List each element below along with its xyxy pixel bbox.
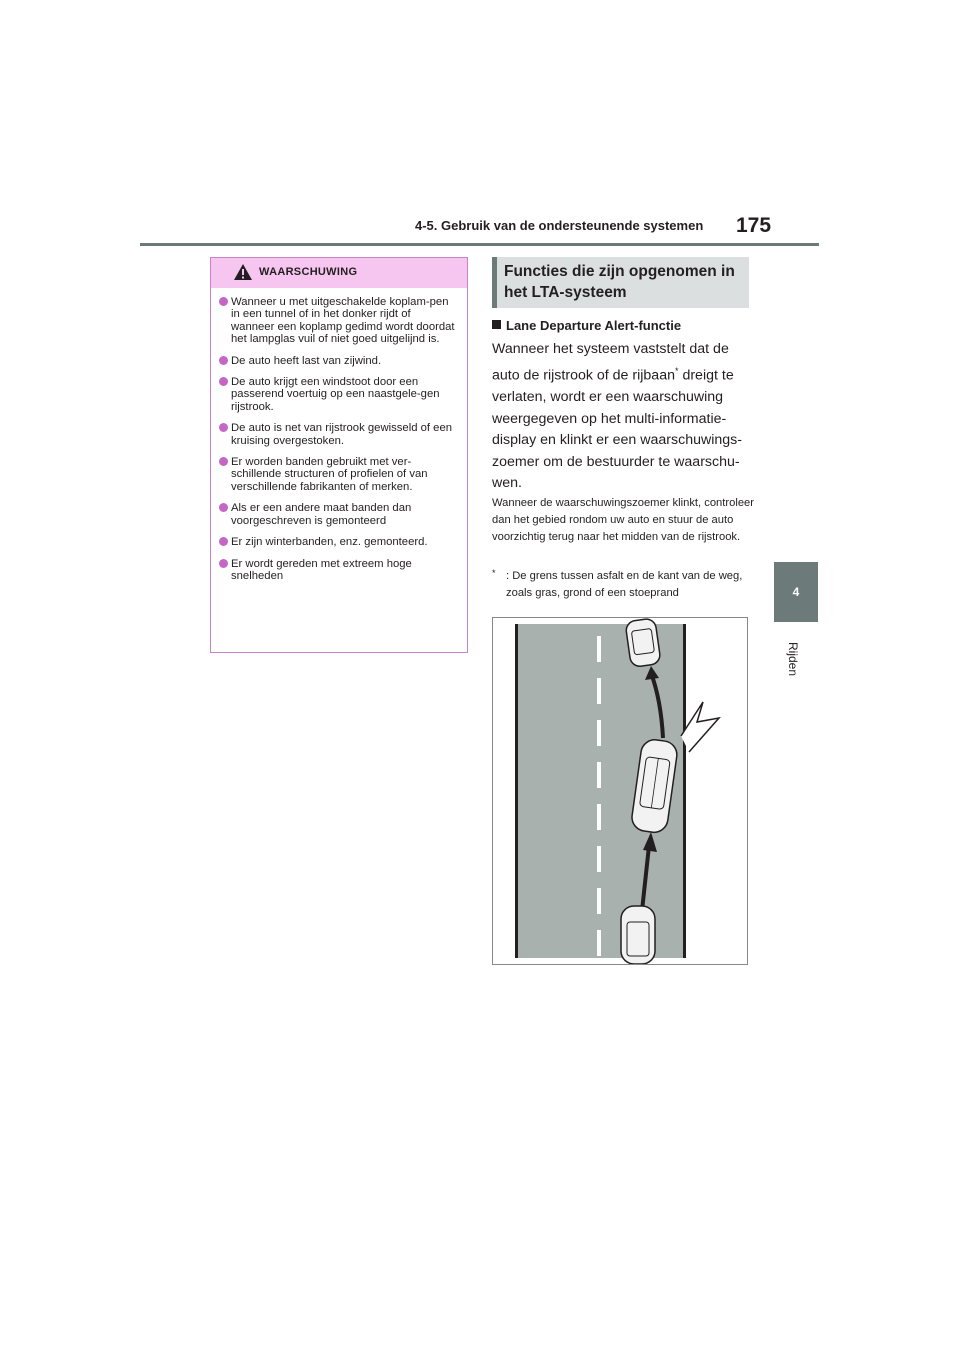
page-number: 175: [736, 214, 772, 237]
chapter-label: Rijden: [786, 641, 801, 677]
bullet-icon: [219, 503, 228, 512]
road-edge-right: [683, 624, 686, 958]
header-rule: [140, 243, 819, 246]
list-item: De auto heeft last van zijwind.: [219, 355, 457, 367]
warning-title: WAARSCHUWING: [259, 266, 358, 278]
bullet-icon: [219, 559, 228, 568]
bullet-icon: [219, 423, 228, 432]
list-item: De auto krijgt een windstoot door een passerend voertuig op een naastgele-gen rijstrook.: [219, 376, 457, 413]
bullet-icon: [219, 356, 228, 365]
car-icon: [621, 906, 655, 964]
header-section-title: 4-5. Gebruik van de ondersteunende systemen: [415, 218, 704, 233]
warning-triangle-icon: [233, 263, 253, 281]
list-item: Als er een andere maat banden dan voorgeschreven is gemonteerd: [219, 502, 457, 527]
footnote: [492, 568, 754, 602]
lightning-warning-icon: [681, 702, 719, 752]
car-icon: [625, 618, 661, 668]
chapter-label-wrapper: [782, 630, 812, 690]
list-item: Er worden banden gebruikt met ver-schillende structuren of profielen of van verschillende fabrikanten of merken.: [219, 456, 457, 493]
small-paragraph: Wanneer de waarschuwingszoemer klinkt, controleer dan het gebied rondom uw auto en stuur de auto voorzichtig terug naar het midden van de rijstrook.: [492, 497, 754, 544]
bullet-icon: [219, 297, 228, 306]
road-edge-left: [515, 624, 518, 958]
list-item: Er wordt gereden met extreem hoge snelheden: [219, 558, 457, 583]
square-bullet-icon: [492, 320, 501, 329]
footnote-text: : De grens tussen asfalt en de kant van de weg, zoals gras, grond of een stoeprand: [506, 570, 743, 600]
section-heading-bar: [492, 257, 497, 308]
subheading: [492, 318, 681, 333]
list-item: Er zijn winterbanden, enz. gemonteerd.: [219, 536, 457, 548]
section-title: Functies die zijn opgenomen in het LTA-systeem: [504, 263, 735, 301]
subheading-text: Lane Departure Alert-functie: [506, 318, 682, 333]
body-paragraph: Wanneer het systeem vaststelt dat de auto de rijstrook of de rijbaan* dreigt te verlaten, wordt er een waarschuwing weergegeven op het multi-informatie-display en klinkt er een waarschuwings-zoemer om de bestuurder te waarschu-wen.: [492, 341, 742, 492]
bullet-icon: [219, 457, 228, 466]
footnote-asterisk: *: [492, 568, 496, 578]
bullet-icon: [219, 377, 228, 386]
warning-box: [210, 257, 468, 653]
road-illustration: [493, 618, 747, 964]
warning-list: [211, 288, 467, 582]
list-item: De auto is net van rijstrook gewisseld of een kruising overgestoken.: [219, 422, 457, 447]
chapter-tab: 4: [774, 562, 818, 622]
list-item: Wanneer u met uitgeschakelde koplam-pen in een tunnel of in het donker rijdt of wanneer een koplamp gedimd wordt doordat het lampglas vuil of niet goed uitgelijnd is.: [219, 296, 457, 346]
lane-departure-illustration: [492, 617, 748, 965]
section-heading-box: [492, 257, 749, 308]
bullet-icon: [219, 537, 228, 546]
warning-header: [211, 258, 467, 288]
footnote-marker: *: [674, 365, 679, 376]
